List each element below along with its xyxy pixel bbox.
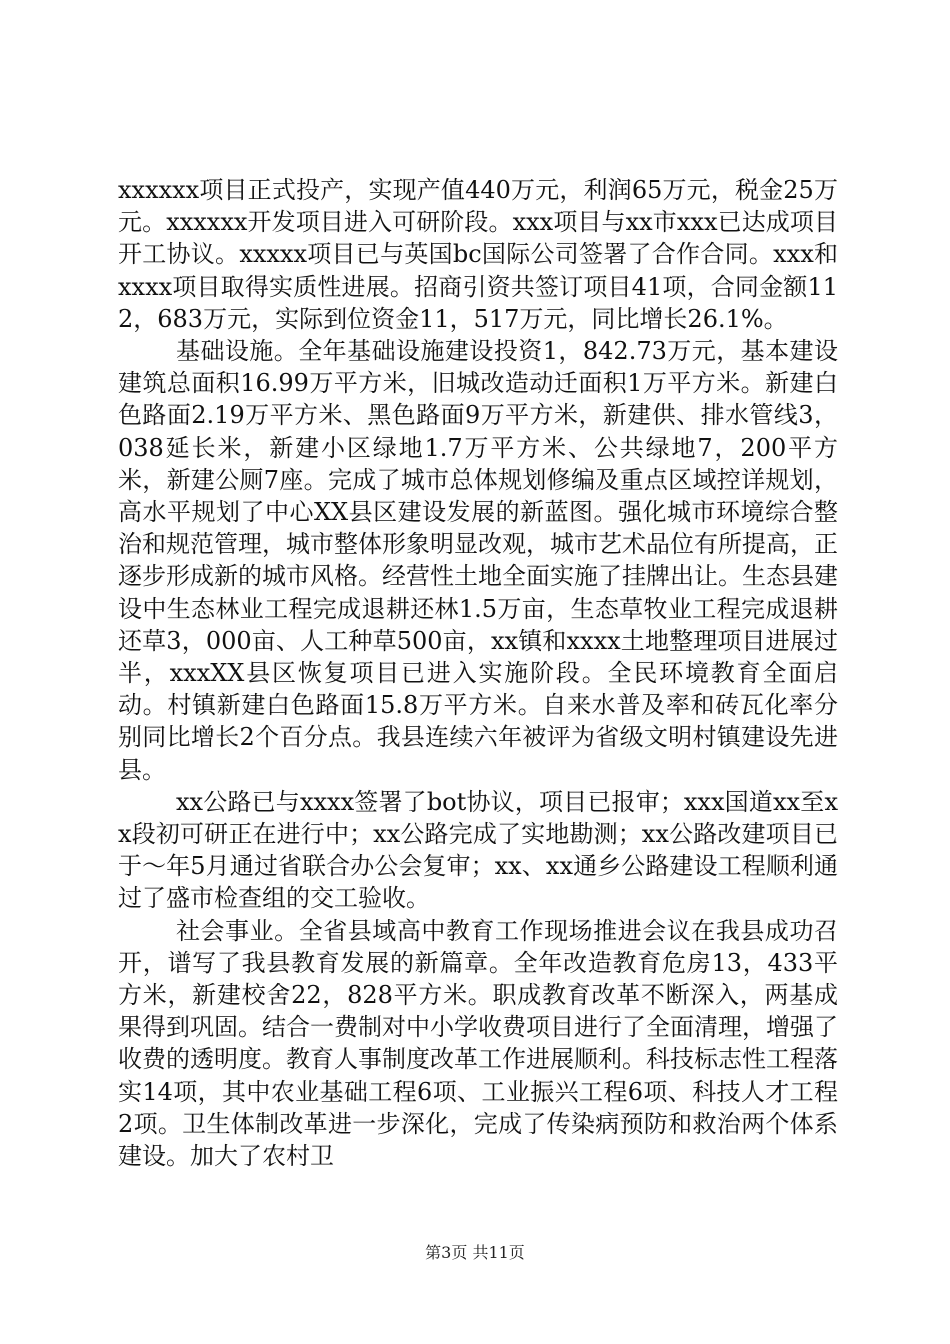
document-body	[118, 174, 838, 1172]
paragraph-social-affairs: 社会事业。全省县域高中教育工作现场推进会议在我县成功召开，谱写了我县教育发展的新篇章。全年改造教育危房13，433平方米，新建校舍22，828平方米。职成教育改革不断深入，两基成果得到巩固。结合一费制对中小学收费项目进行了全面清理，增强了收费的透明度。教育人事制度改革工作进展顺利。科技标志性工程落实14项，其中农业基础工程6项、工业振兴工程6项、科技人才工程2项。卫生体制改革进一步深化，完成了传染病预防和救治两个体系建设。加大了农村卫	[118, 916, 838, 1171]
paragraph-roads: xx公路已与xxxx签署了bot协议，项目已报审；xxx国道xx至xx段初可研正在进行中；xx公路完成了实地勘测；xx公路改建项目已于～年5月通过省联合办公会复审；xx、xx通乡公路建设工程顺利通过了盛市检查组的交工验收。	[118, 787, 838, 913]
page-footer: 第3页 共11页	[425, 1243, 525, 1262]
paragraph-infrastructure: 基础设施。全年基础设施建设投资1，842.73万元，基本建设建筑总面积16.99万平方米，旧城改造动迁面积1万平方米。新建白色路面2.19万平方米、黑色路面9万平方米，新建供、排水管线3，038延长米，新建小区绿地1.7万平方米、公共绿地7，200平方米，新建公厕7座。完成了城市总体规划修编及重点区域控详规划，高水平规划了中心XX县区建设发展的新蓝图。强化城市环境综合整治和规范管理，城市整体形象明显改观，城市艺术品位有所提高，正逐步形成新的城市风格。经营性土地全面实施了挂牌出让。生态县建设中生态林业工程完成退耕还林1.5万亩，生态草牧业工程完成退耕还草3，000亩、人工种草500亩，xx镇和xxxx土地整理项目进展过半，xxxXX县区恢复项目已进入实施阶段。全民环境教育全面启动。村镇新建白色路面15.8万平方米。自来水普及率和砖瓦化率分别同比增长2个百分点。我县连续六年被评为省级文明村镇建设先进县。	[118, 337, 838, 784]
paragraph-investment: xxxxxx项目正式投产，实现产值440万元，利润65万元，税金25万元。xxxxxx开发项目进入可研阶段。xxx项目与xx市xxx已达成项目开工协议。xxxxx项目已与英国bc国际公司签署了合作合同。xxx和xxxx项目取得实质性进展。招商引资共签订项目41项，合同金额112，683万元，实际到位资金11，517万元，同比增长26.1%。	[118, 176, 838, 333]
